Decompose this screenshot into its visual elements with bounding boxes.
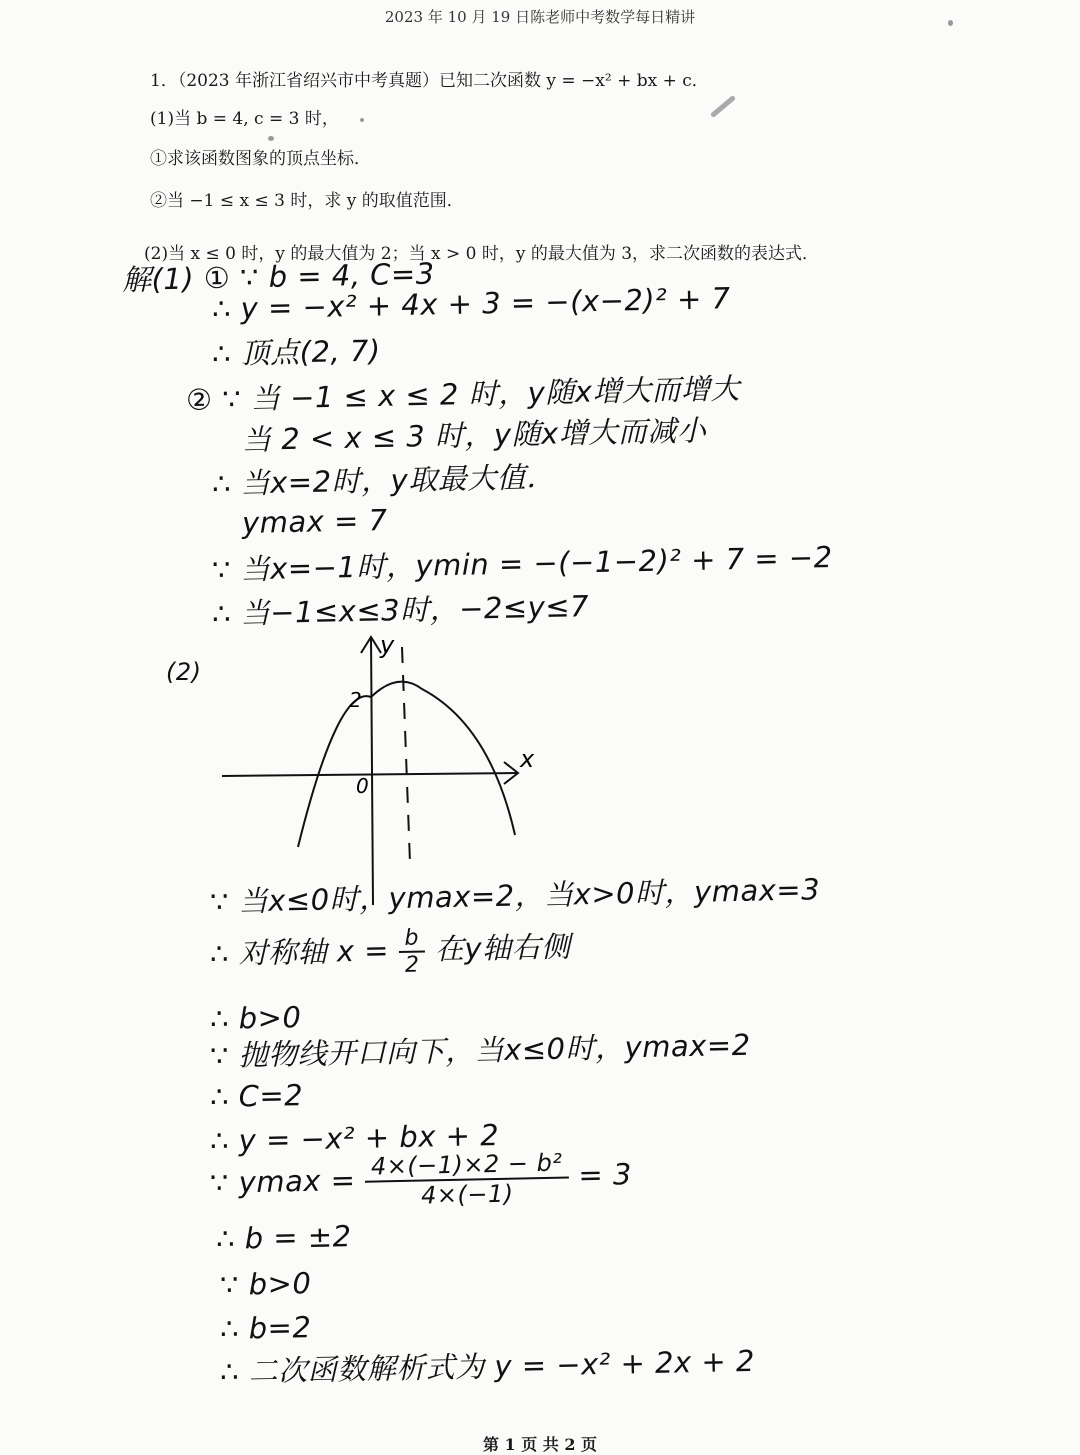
solution-line-9: ∴ 当−1≤x≤3时，−2≤y≤7 bbox=[211, 589, 590, 631]
fraction-numerator: b bbox=[398, 925, 425, 953]
origin-label: 0 bbox=[356, 774, 369, 798]
y-axis bbox=[371, 637, 373, 905]
symmetry-axis-note: 在y轴右侧 bbox=[434, 929, 571, 967]
solution-line-19: ∴ b=2 bbox=[219, 1310, 312, 1346]
fraction-denominator: 4×(−1) bbox=[420, 1179, 514, 1210]
fraction-denominator: 2 bbox=[404, 952, 420, 978]
problem-part1b: ②当 −1 ≤ x ≤ 3 时，求 y 的取值范围． bbox=[150, 191, 464, 211]
solution-line-5: 当 2 < x ≤ 3 时，y随x增大而减小 bbox=[241, 413, 707, 457]
scan-speck bbox=[268, 136, 274, 141]
ymax-fraction bbox=[365, 1148, 570, 1210]
problem-stem: 1．（2023 年浙江省绍兴市中考真题）已知二次函数 y = −x² + bx + c． bbox=[150, 71, 709, 91]
problem-part2: (2)当 x ≤ 0 时，y 的最大值为 2；当 x > 0 时，y 的最大值为 3，求二次函数的表达式． bbox=[144, 244, 820, 264]
scan-speck bbox=[948, 20, 953, 26]
problem-part1: (1)当 b = 4, c = 3 时， bbox=[150, 109, 339, 129]
solution-line-10: ∵ 当x≤0时，ymax=2，当x>0时，ymax=3 bbox=[209, 872, 821, 919]
solution-line-14: ∴ C=2 bbox=[209, 1078, 304, 1114]
solution-line-17: ∴ b = ±2 bbox=[215, 1219, 352, 1256]
solution-line-2: ∴ y = −x² + 4x + 3 = −(x−2)² + 7 bbox=[211, 281, 731, 326]
part2-label: (2) bbox=[166, 658, 202, 686]
solution-line-8: ∵ 当x=−1时，ymin = −(−1−2)² + 7 = −2 bbox=[211, 540, 833, 587]
solution-line-16 bbox=[209, 1147, 632, 1214]
parabola-graph bbox=[160, 625, 540, 915]
symmetry-axis-text: ∴ 对称轴 x = bbox=[209, 933, 390, 971]
x-axis bbox=[222, 773, 518, 776]
page-footer: 第 1 页 共 2 页 bbox=[482, 1435, 598, 1454]
scan-speck bbox=[360, 118, 364, 122]
y-axis-label: y bbox=[380, 631, 395, 659]
solution-line-13: ∵ 抛物线开口向下，当x≤0时，ymax=2 bbox=[209, 1027, 751, 1073]
solution-line-12: ∴ b>0 bbox=[209, 1000, 302, 1036]
solution-line-18: ∵ b>0 bbox=[219, 1266, 312, 1302]
y-tick-label: 2 bbox=[349, 688, 362, 712]
ymax-text: ∵ ymax = bbox=[209, 1162, 356, 1200]
solution-line-4: ② ∵ 当 −1 ≤ x ≤ 2 时，y随x增大而增大 bbox=[185, 371, 741, 417]
solution-line-7: ymax = 7 bbox=[241, 502, 388, 540]
ymax-result: = 3 bbox=[578, 1157, 633, 1193]
solution-line-1: 解(1) ① ∵ b = 4, C=3 bbox=[121, 256, 436, 297]
solution-line-3: ∴ 顶点(2, 7) bbox=[211, 333, 381, 371]
problem-part1a: ①求该函数图象的顶点坐标． bbox=[150, 149, 371, 169]
scan-mark bbox=[710, 95, 736, 118]
symmetry-axis bbox=[402, 647, 410, 863]
solution-line-20: ∴ 二次函数解析式为 y = −x² + 2x + 2 bbox=[219, 1343, 756, 1389]
solution-line-11 bbox=[209, 922, 571, 982]
page-header: 2023 年 10 月 19 日陈老师中考数学每日精讲 bbox=[384, 8, 696, 26]
symmetry-fraction bbox=[398, 925, 426, 978]
x-axis-label: x bbox=[520, 745, 535, 773]
fraction-numerator: 4×(−1)×2 − b² bbox=[365, 1148, 569, 1182]
solution-line-15: ∴ y = −x² + bx + 2 bbox=[209, 1117, 500, 1158]
solution-line-6: ∴ 当x=2时，y取最大值． bbox=[211, 459, 557, 501]
